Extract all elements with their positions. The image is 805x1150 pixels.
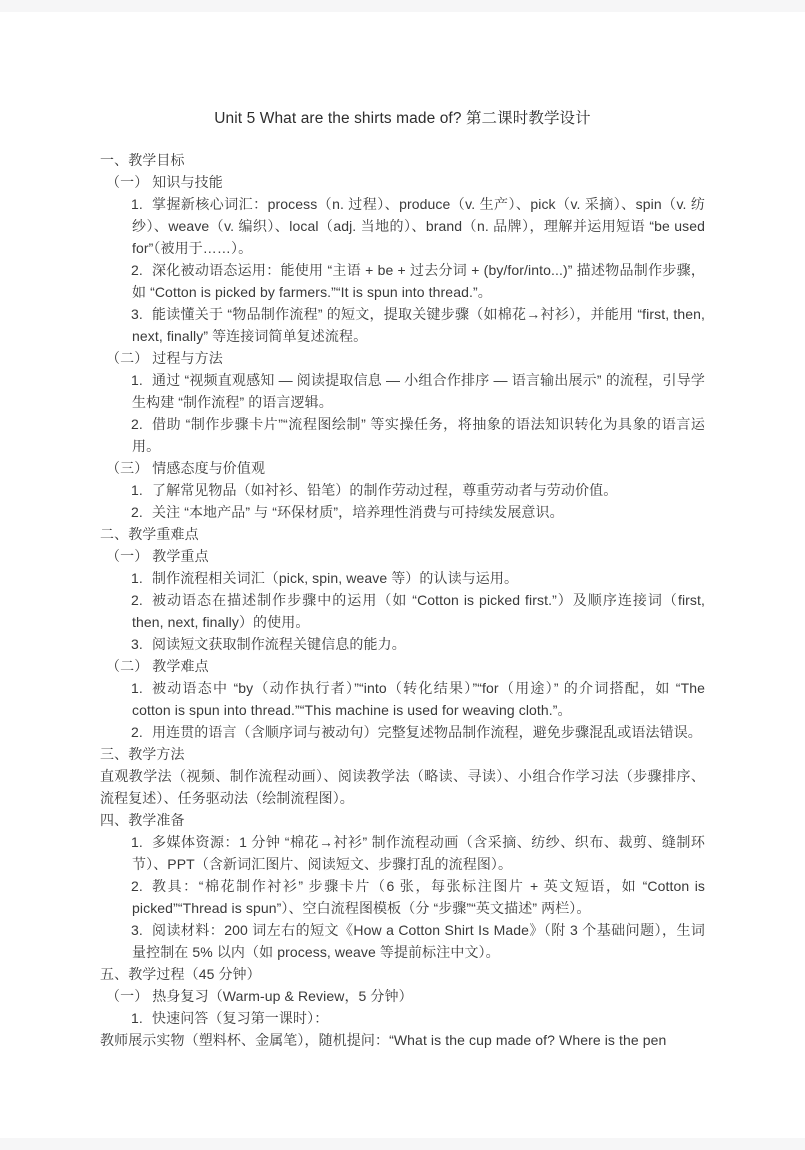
list-item: [100, 831, 705, 875]
list-item: [100, 413, 705, 457]
paragraph: 直观教学法（视频、制作流程动画）、阅读教学法（略读、寻读）、小组合作学习法（步骤排序、流程复述）、任务驱动法（绘制流程图）。: [100, 768, 705, 806]
list-item-number: 1.: [131, 1010, 143, 1026]
subsection-heading: （二） 过程与方法: [106, 350, 223, 366]
list-item-number: 1.: [131, 372, 143, 388]
list-item-number: 2.: [131, 724, 143, 740]
list-item-text: 被动语态在描述制作步骤中的运用（如 “Cotton is picked first.”）及顺序连接词（first, then, next, finally）的使用。: [132, 592, 705, 630]
list-item-number: 1.: [131, 570, 143, 586]
list-item-number: 2.: [131, 878, 143, 894]
list-item-number: 2.: [131, 592, 143, 608]
subsection-heading: （一） 教学重点: [106, 548, 209, 564]
list-item: [100, 479, 705, 501]
list-item: [100, 1007, 705, 1029]
list-item-number: 1.: [131, 196, 143, 212]
list-item: [100, 259, 705, 303]
list-item-text: 阅读材料：200 词左右的短文《How a Cotton Shirt Is Made》（附 3 个基础问题），生词量控制在 5% 以内（如 process, weave 等提前标注中文）。: [132, 922, 705, 960]
list-item-number: 3.: [131, 306, 143, 322]
list-item-number: 2.: [131, 262, 143, 278]
list-item-text: 快速问答（复习第一课时）：: [152, 1010, 329, 1026]
list-item: [100, 677, 705, 721]
list-item-text: 能读懂关于 “物品制作流程” 的短文，提取关键步骤（如棉花→衬衫），并能用 “first, then, next, finally” 等连接词简单复述流程。: [132, 306, 705, 344]
list-item-number: 1.: [131, 680, 143, 696]
section-heading: 五、教学过程（45 分钟）: [100, 966, 261, 982]
section-heading: 三、教学方法: [100, 746, 185, 762]
subsection-heading: （一） 热身复习（Warm-up & Review，5 分钟）: [106, 988, 413, 1004]
list-item-text: 多媒体资源：1 分钟 “棉花→衬衫” 制作流程动画（含采摘、纺纱、织布、裁剪、缝制环节）、PPT（含新词汇图片、阅读短文、步骤打乱的流程图）。: [132, 834, 705, 872]
list-item-text: 深化被动语态运用：能使用 “主语 + be + 过去分词 + (by/for/into...)” 描述物品制作步骤，如 “Cotton is picked by farmers.”“It is spun into thread.”。: [132, 262, 705, 300]
list-item: [100, 721, 705, 743]
list-item: [100, 567, 705, 589]
list-item: [100, 501, 705, 523]
list-item: [100, 369, 705, 413]
section-heading: 二、教学重难点: [100, 526, 199, 542]
list-item-text: 被动语态中 “by（动作执行者）”“into（转化结果）”“for（用途）” 的介词搭配，如 “The cotton is spun into thread.”“This machine is used for weaving cloth.”。: [132, 680, 705, 718]
list-item-text: 通过 “视频直观感知 — 阅读提取信息 — 小组合作排序 — 语言输出展示” 的流程，引导学生构建 “制作流程” 的语言逻辑。: [132, 372, 705, 410]
subsection-heading: （三） 情感态度与价值观: [106, 460, 266, 476]
list-item-text: 阅读短文获取制作流程关键信息的能力。: [152, 636, 406, 652]
list-item-text: 掌握新核心词汇：process（n. 过程）、produce（v. 生产）、pick（v. 采摘）、spin（v. 纺纱）、weave（v. 编织）、local（adj. 当地的）、brand（n. 品牌），理解并运用短语 “be used for”（被用于……）。: [132, 196, 705, 256]
paragraph: 教师展示实物（塑料杯、金属笔），随机提问：“What is the cup made of? Where is the pen: [100, 1032, 667, 1048]
list-item-text: 关注 “本地产品” 与 “环保材质”，培养理性消费与可持续发展意识。: [152, 504, 564, 520]
section-heading: 四、教学准备: [100, 812, 185, 828]
document-page: [0, 12, 805, 1138]
document-content: [0, 12, 805, 1051]
list-item-number: 1.: [131, 834, 143, 850]
list-item: [100, 303, 705, 347]
list-item-number: 3.: [131, 922, 143, 938]
list-item-text: 用连贯的语言（含顺序词与被动句）完整复述物品制作流程，避免步骤混乱或语法错误。: [152, 724, 702, 740]
list-item-number: 1.: [131, 482, 143, 498]
section-heading: 一、教学目标: [100, 152, 185, 168]
list-item: [100, 589, 705, 633]
list-item-text: 制作流程相关词汇（pick, spin, weave 等）的认读与运用。: [152, 570, 519, 586]
list-item: [100, 193, 705, 259]
list-item-text: 教具：“棉花制作衬衫” 步骤卡片（6 张，每张标注图片 + 英文短语，如 “Cotton is picked”“Thread is spun”）、空白流程图模板（分 “步骤”“英文描述” 两栏）。: [132, 878, 705, 916]
list-item: [100, 633, 705, 655]
list-item-text: 了解常见物品（如衬衫、铅笔）的制作劳动过程，尊重劳动者与劳动价值。: [152, 482, 618, 498]
list-item: [100, 919, 705, 963]
document-title: Unit 5 What are the shirts made of? 第二课时教学设计: [214, 110, 591, 127]
list-item-text: 借助 “制作步骤卡片”“流程图绘制” 等实操任务，将抽象的语法知识转化为具象的语言运用。: [132, 416, 705, 454]
list-item-number: 3.: [131, 636, 143, 652]
list-item-number: 2.: [131, 416, 143, 432]
subsection-heading: （一） 知识与技能: [106, 174, 223, 190]
document-blocks: [100, 149, 705, 1051]
list-item: [100, 875, 705, 919]
subsection-heading: （二） 教学难点: [106, 658, 209, 674]
list-item-number: 2.: [131, 504, 143, 520]
